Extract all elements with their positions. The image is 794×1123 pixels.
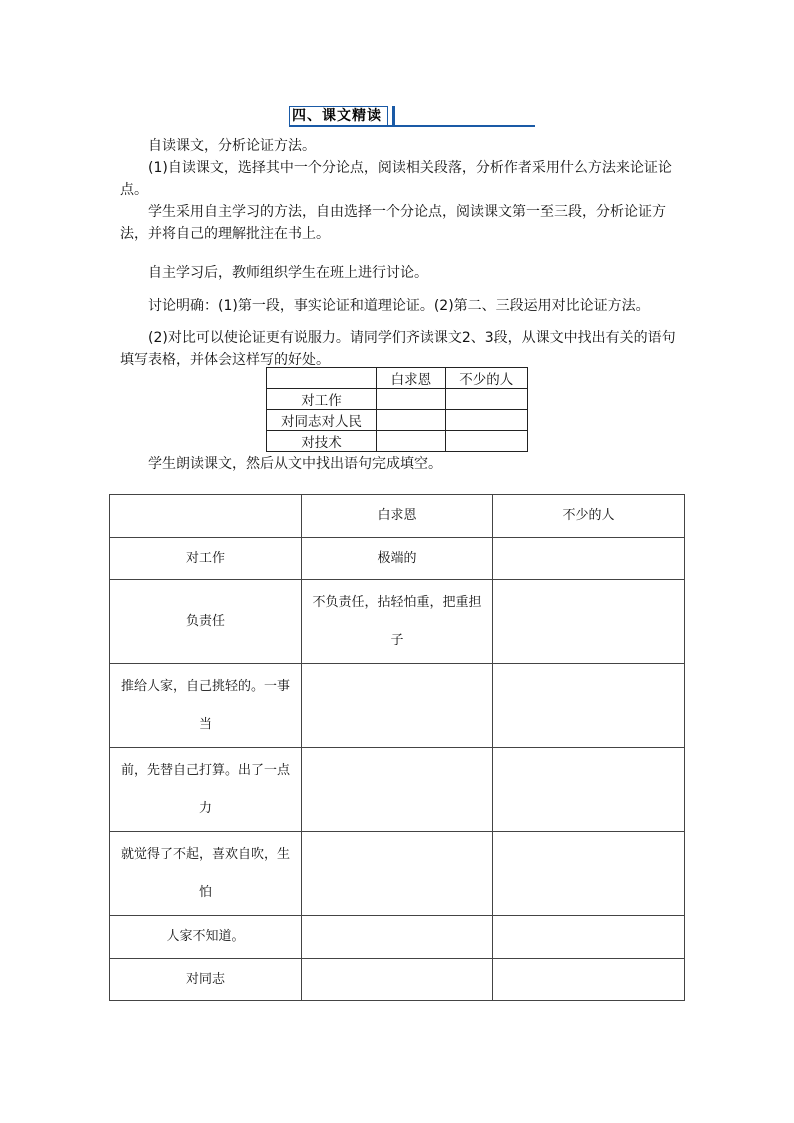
heading-bar: [392, 106, 395, 126]
paragraph-conclusion: 讨论明确：(1)第一段，事实论证和道理论证。(2)第二、三段运用对比论证方法。: [148, 298, 650, 314]
table-header-cell: 不少的人: [493, 495, 685, 538]
table-cell: [302, 916, 493, 959]
table-cell: 对工作: [110, 538, 302, 580]
table-row: [267, 389, 528, 410]
paragraph-task-2: (2)对比可以使论证更有说服力。请同学们齐读课文2、3段，从课文中找出有关的语句填写表格，并体会这样写的好处。: [120, 330, 676, 368]
table-cell: [302, 664, 493, 748]
table-header-cell: 不少的人: [445, 368, 527, 389]
table-row: [110, 748, 685, 832]
table-cell: [302, 748, 493, 832]
paragraph-intro: 自读课文，分析论证方法。: [148, 138, 316, 154]
paragraph-fill-instruction: 学生朗读课文，然后从文中找出语句完成填空。: [148, 456, 442, 472]
section-heading: [289, 106, 535, 127]
table-row: [110, 916, 685, 959]
table-row: [110, 832, 685, 916]
table-cell: [302, 832, 493, 916]
table-cell: [493, 916, 685, 959]
table-cell: 人家不知道。: [110, 916, 302, 959]
table-header-cell: 白求恩: [302, 495, 493, 538]
table-cell: [493, 664, 685, 748]
table-cell: [377, 410, 446, 431]
table-cell: 极端的: [302, 538, 493, 580]
table-cell: 对技术: [267, 431, 377, 452]
table-cell: [493, 832, 685, 916]
table-cell: [493, 538, 685, 580]
table-header-cell: [110, 495, 302, 538]
table-cell: 对同志对人民: [267, 410, 377, 431]
table-cell: 对同志: [110, 959, 302, 1001]
paragraph-student-method: 学生采用自主学习的方法，自由选择一个分论点，阅读课文第一至三段，分析论证方法，并将自己的理解批注在书上。: [120, 204, 666, 242]
table-cell: [493, 959, 685, 1001]
table-cell: [493, 580, 685, 664]
table-row: [267, 431, 528, 452]
table-cell: [377, 431, 446, 452]
table-row: [110, 664, 685, 748]
table-cell: 就觉得了不起，喜欢自吹，生怕: [110, 832, 302, 916]
small-table: [266, 367, 528, 452]
table-header-cell: 白求恩: [377, 368, 446, 389]
table-cell: 负责任: [110, 580, 302, 664]
table-cell: [302, 959, 493, 1001]
table-cell: 对工作: [267, 389, 377, 410]
table-cell: [445, 431, 527, 452]
table-row: [110, 538, 685, 580]
table-cell: [445, 389, 527, 410]
table-row: [267, 410, 528, 431]
section-heading-text: 四、课文精读: [289, 106, 388, 126]
paragraph-discussion: 自主学习后，教师组织学生在班上进行讨论。: [148, 265, 428, 281]
table-row: [110, 959, 685, 1001]
table-row: [110, 580, 685, 664]
table-header-cell: [267, 368, 377, 389]
table-cell: 推给人家，自己挑轻的。一事当: [110, 664, 302, 748]
table-header-row: [110, 495, 685, 538]
table-cell: [445, 410, 527, 431]
table-cell: 前，先替自己打算。出了一点力: [110, 748, 302, 832]
big-table: [109, 494, 685, 1001]
table-cell: [377, 389, 446, 410]
table-cell: [493, 748, 685, 832]
table-header-row: [267, 368, 528, 389]
paragraph-task-1: (1)自读课文，选择其中一个分论点，阅读相关段落，分析作者采用什么方法来论证论点。: [120, 160, 672, 198]
table-cell: 不负责任，拈轻怕重，把重担子: [302, 580, 493, 664]
